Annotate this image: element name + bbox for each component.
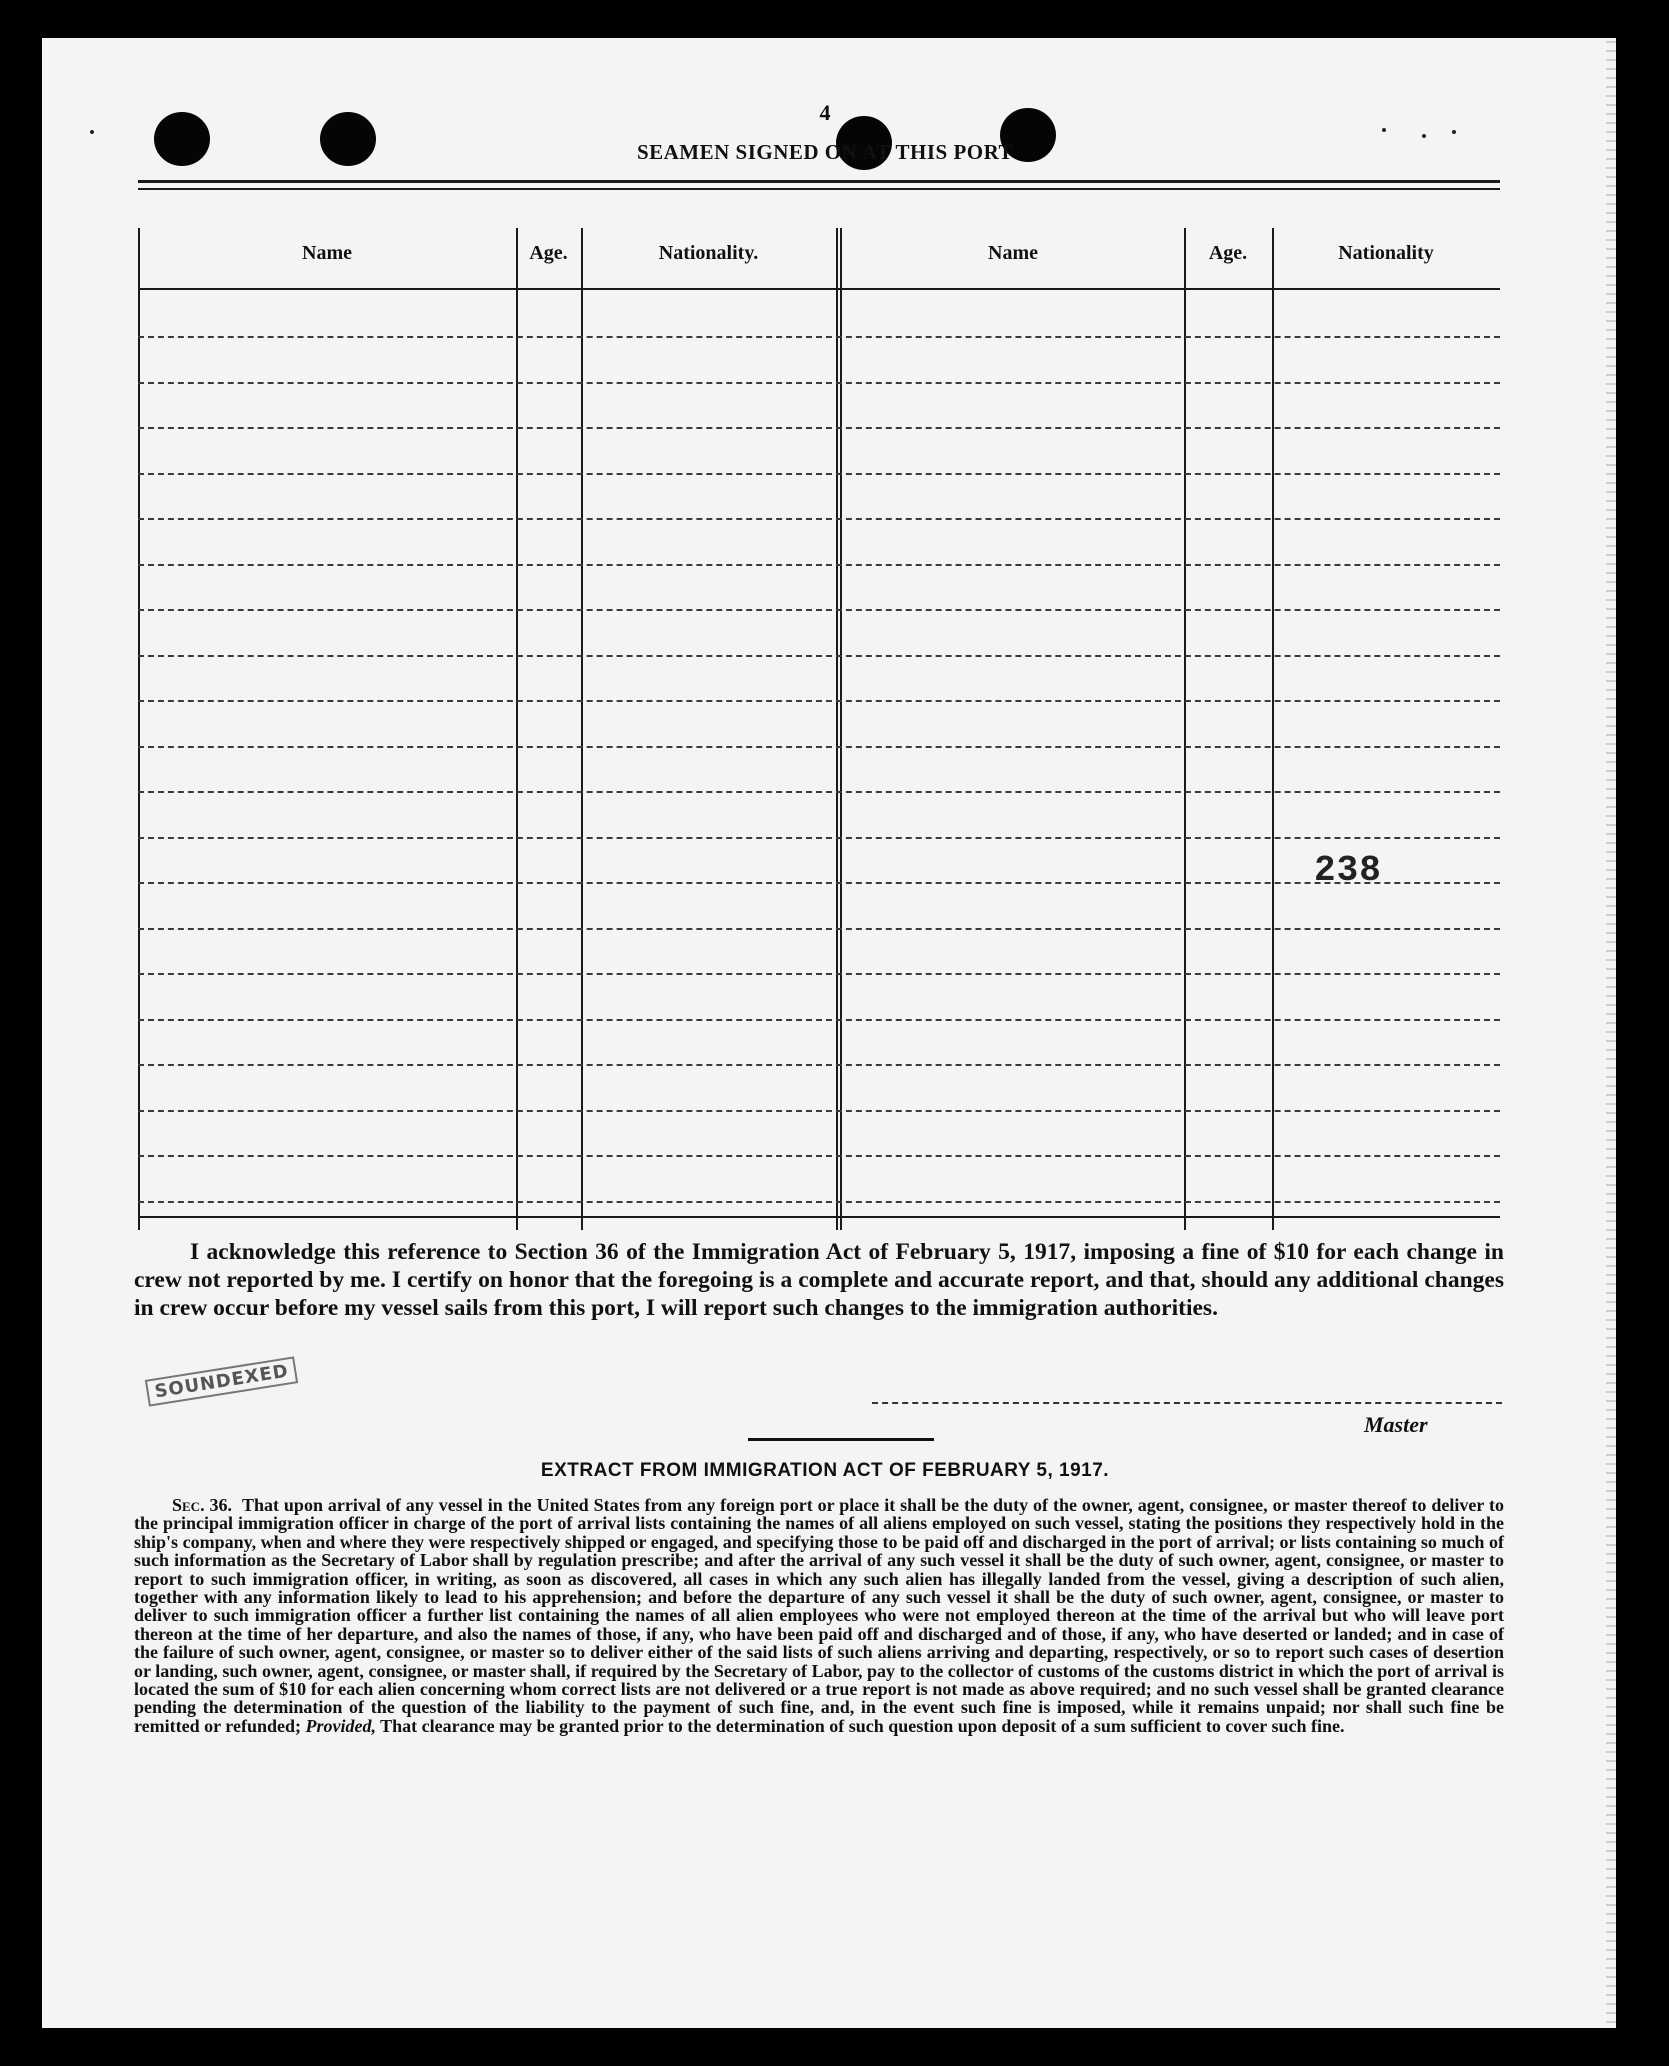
page-heading: SEAMEN SIGNED ON AT THIS PORT: [636, 140, 1014, 164]
extract-text-end: That clearance may be granted prior to the determination of such question upon deposit of a sum sufficient to cover such fine.: [380, 1715, 1345, 1736]
column-divider: [1184, 228, 1186, 1230]
heading-rule-top: [138, 180, 1500, 183]
table-row: [138, 700, 1500, 702]
extract-text: That upon arrival of any vessel in the United States from any foreign port or place it shall be the duty of the owner, agent, consignee, or master thereof to deliver to the principal immigration officer in charge of the port of arrival lists containing the names of all aliens employed on such vessel, stating the positions they respectively hold in the ship's company, when and where they were respectively shipped or engaged, and specifying those to be paid off and discharged in the port of arrival; or lists containing so much of such information as the Secretary of Labor shall by regulation prescribe; and after the arrival of any such vessel it shall be the duty of such owner, agent, consignee, or master to report to such immigration officer, in writing, as soon as discovered, all cases in which any such alien has illegally landed from the vessel, giving a description of such alien, together with any information likely to lead to his apprehension; and before the departure of any such vessel it shall be the duty of such owner, agent, consignee, or master to deliver to such immigration officer a further list containing the names of all alien employees who were not employed thereon at the time of the arrival but who will leave port thereon at the time of her departure, and also the names of those, if any, who have been paid off and discharged and of those, if any, who have deserted or landed; and in case of the failure of such owner, agent, consignee, or master so to deliver either of the said lists of such aliens arriving and departing, respectively, or so to report such cases of desertion or landing, such owner, agent, consignee, or master shall, if required by the Secretary of Labor, pay to the collector of customs of the customs district in which the port of arrival is located the sum of $10 for each alien concerning whom correct lists are not delivered or a true report is not made as above required; and no such vessel shall be granted clearance pending the determination of the question of the liability to the payment of such fine, and, in the event such fine is imposed, while it remains unpaid; nor shall such fine be remitted or refunded;: [134, 1495, 1504, 1736]
table-row: [138, 791, 1500, 793]
soundexed-stamp: SOUNDEXED: [145, 1356, 299, 1406]
column-divider: [1272, 228, 1274, 1230]
section-label: Sec. 36.: [172, 1495, 233, 1515]
speck: [1422, 134, 1426, 138]
table-row: [138, 564, 1500, 566]
table-row: [138, 1019, 1500, 1021]
column-header-name-left: Name: [302, 242, 352, 264]
column-header-name-right: Name: [988, 242, 1038, 264]
acknowledgement-text: I acknowledge this reference to Section 36 of the Immigration Act of February 5, 1917, imposing a fine of $10 for each change in crew not reported by me. I certify on honor that the foregoing is a complete and accurate report, and that, should any additional changes in crew occur before my vessel sails from this port, I will report such changes to the immigration authorities.: [134, 1239, 1504, 1321]
stamped-number: 238: [1314, 850, 1382, 891]
column-divider-double: [836, 228, 842, 1230]
extract-heading: EXTRACT FROM IMMIGRATION ACT OF FEBRUARY 5, 1917.: [540, 1460, 1110, 1481]
extract-body: [134, 1496, 1504, 1735]
table-row: [138, 382, 1500, 384]
speck: [1452, 130, 1456, 134]
table-row: [138, 928, 1500, 930]
column-header-age-left: Age.: [529, 242, 568, 264]
master-signature-line[interactable]: [872, 1402, 1502, 1404]
table-row: [138, 473, 1500, 475]
table-row: [138, 1110, 1500, 1112]
speck: [1382, 128, 1386, 132]
section-divider: [748, 1438, 934, 1441]
column-header-age-right: Age.: [1208, 242, 1248, 264]
document-page: [42, 38, 1608, 2028]
column-header-nationality-left: Nationality.: [658, 242, 759, 264]
column-header-nationality-right: Nationality: [1338, 242, 1434, 264]
header-rule: [138, 288, 1500, 290]
column-divider: [138, 228, 140, 1230]
table-row: [138, 746, 1500, 748]
heading-rule-bottom: [138, 188, 1500, 190]
crew-table: [138, 228, 1500, 1230]
table-row: [138, 655, 1500, 657]
table-row: [138, 1064, 1500, 1066]
provided-label: Provided,: [305, 1715, 376, 1736]
column-divider: [516, 228, 518, 1230]
table-row: [138, 336, 1500, 338]
table-row: [138, 837, 1500, 839]
table-row: [138, 609, 1500, 611]
master-label: Master: [1364, 1412, 1428, 1437]
table-row: [138, 882, 1500, 884]
table-row: [138, 1201, 1500, 1203]
speck: [90, 130, 94, 134]
acknowledgement-paragraph: [134, 1238, 1504, 1322]
extract-paragraph: [134, 1496, 1504, 1735]
table-row: [138, 427, 1500, 429]
table-row: [138, 973, 1500, 975]
table-bottom-rule: [138, 1216, 1500, 1218]
column-divider: [581, 228, 583, 1230]
page-number: 4: [819, 100, 831, 125]
table-row: [138, 1155, 1500, 1157]
torn-edge: [1606, 38, 1616, 2028]
table-row: [138, 518, 1500, 520]
